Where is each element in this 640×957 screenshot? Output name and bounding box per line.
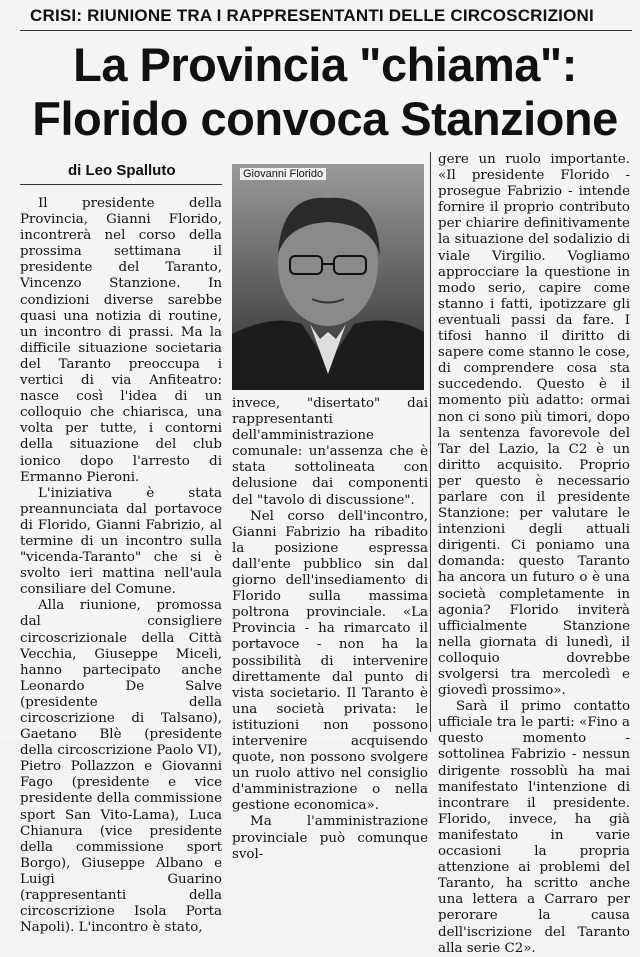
byline: di Leo Spalluto xyxy=(68,162,176,179)
paragraph: Il presidente della Provincia, Gianni Florido, incontrerà nel corso della prossima settimana il presidente del Taranto, Vincenzo Stanzione. In condizioni diverse sarebbe quasi una notizia di routine, un incontro di prassi. Ma la difficile situazione societaria del Taranto preoccupa i vertici di via Anfiteatro: nasce così l'idea di un colloquio che chiarisca, una volta per tutte, i contorni della situazione del club ionico dopo l'arresto di Ermanno Pieroni. xyxy=(20,196,222,485)
paragraph: Sarà il primo contatto ufficiale tra le parti: «Fino a questo momento - sottolinea Fabrizio - nessun dirigente rossoblù ha mai manifestato l'intenzione di incontrare il presidente. Florido, invece, ha già manifestato in varie occasioni la propria attenzione ai problemi del Taranto, ha scritto anche una lettera a Carraro per perorare la causa dell'iscrizione del Taranto alla serie C2». xyxy=(438,699,630,956)
photo-caption: Giovanni Florido xyxy=(240,168,326,180)
column-1 xyxy=(20,196,222,936)
column-rule xyxy=(430,152,431,732)
headline-line-1: La Provincia "chiama": xyxy=(73,38,577,91)
paragraph: L'iniziativa è stata preannunciata dal portavoce di Florido, Gianni Fabrizio, al termine di un incontro sulla "vicenda-Taranto" che si è svolto ieri mattina nell'aula consiliare del Comune. xyxy=(20,485,222,598)
column-2 xyxy=(232,396,428,863)
paragraph: gere un ruolo importante. «Il presidente Florido - prosegue Fabrizio - intende fornire il proprio contributo per chiarire definitivamente la situazione del sodalizio di viale Virgilio. Vogliamo approcciare la questione in modo serio, capire come stanno i fatti, ipotizzare gli eventuali passi da fare. I tifosi hanno il diritto di sapere come stanno le cose, di comprendere cosa sta succedendo. Questo è il momento più adatto: ormai non ci sono più timori, dopo la sentenza favorevole del Tar del Lazio, la C2 è un diritto acquisito. Proprio per questo è necessario parlare con il presidente Stanzione: per valutare le intenzioni degli attuali dirigenti. Ci poniamo una domanda: questo Taranto ha ancora un futuro o è una società completamente in agonia? Florido inviterà ufficialmente Stanzione nella giornata di lunedì, il colloquio dovrebbe svolgersi tra mercoledì e giovedì prossimo». xyxy=(438,152,630,699)
headline xyxy=(20,38,630,146)
paragraph: Ma l'amministrazione provinciale può comunque svol- xyxy=(232,814,428,862)
headline-line-2: Florido convoca Stanzione xyxy=(32,92,618,145)
top-rule xyxy=(20,30,632,31)
column-3 xyxy=(438,152,630,957)
byline-rule xyxy=(20,184,222,185)
portrait-illustration xyxy=(232,164,424,390)
kicker: CRISI: RIUNIONE TRA I RAPPRESENTANTI DELLE CIRCOSCRIZIONI xyxy=(30,6,594,25)
paragraph: Nel corso dell'incontro, Gianni Fabrizio ha ribadito la posizione espressa dall'ente pubblico sin dal giorno dell'insediamento di Florido sulla massima poltrona provinciale. «La Provincia - ha rimarcato il portavoce - non ha la possibilità di intervenire direttamente dal punto di vista societario. Il Taranto è una società privata: le istituzioni non possono intervenire acquisendo quote, non possono svolgere un ruolo attivo nel consiglio d'amministrazione o nella gestione economica». xyxy=(232,508,428,814)
portrait-photo xyxy=(232,164,424,390)
paragraph: Alla riunione, promossa dal consigliere circoscrizionale della Città Vecchia, Giuseppe Miceli, hanno partecipato anche Leonardo De Salve (presidente della circoscrizione di Talsano), Gaetano Blè (presidente della circoscrizione Paolo VI), Pietro Pollazzon e Giovanni Fago (presidente e vice presidente della commissione sport San Vito-Lama), Luca Chianura (vice presidente della commissione sport Borgo), Giuseppe Albano e Luigi Guarino (rappresentanti della circoscrizione Isola Porta Napoli). L'incontro è stato, xyxy=(20,598,222,936)
paragraph: invece, "disertato" dai rappresentanti dell'amministrazione comunale: un'assenza che è stata sottolineata con delusione dai componenti del "tavolo di discussione". xyxy=(232,396,428,508)
